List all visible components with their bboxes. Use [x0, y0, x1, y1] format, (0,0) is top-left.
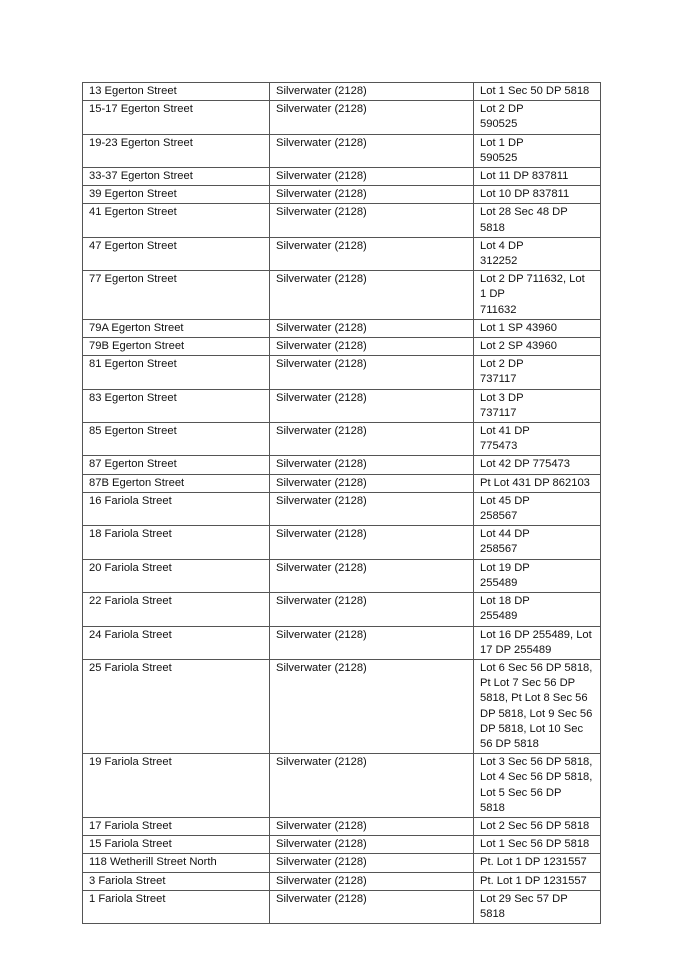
address-cell: 22 Fariola Street — [83, 593, 270, 626]
table-row — [83, 526, 601, 559]
suburb-cell: Silverwater (2128) — [270, 854, 474, 872]
address-cell: 13 Egerton Street — [83, 83, 270, 101]
address-cell: 41 Egerton Street — [83, 204, 270, 237]
lot-description-cell — [474, 754, 601, 818]
suburb-cell: Silverwater (2128) — [270, 204, 474, 237]
suburb-cell: Silverwater (2128) — [270, 101, 474, 134]
lot-description-text: Lot 4 DP 312252 — [480, 239, 524, 268]
suburb-cell: Silverwater (2128) — [270, 271, 474, 320]
lot-description-cell — [474, 237, 601, 270]
address-cell: 19-23 Egerton Street — [83, 134, 270, 167]
address-cell: 118 Wetherill Street North — [83, 854, 270, 872]
lot-description-cell — [474, 659, 601, 753]
lot-description-cell — [474, 389, 601, 422]
address-cell: 18 Fariola Street — [83, 526, 270, 559]
address-cell: 79B Egerton Street — [83, 338, 270, 356]
suburb-cell: Silverwater (2128) — [270, 559, 474, 592]
suburb-cell: Silverwater (2128) — [270, 817, 474, 835]
address-cell: 16 Fariola Street — [83, 492, 270, 525]
address-cell: 15 Fariola Street — [83, 836, 270, 854]
lot-description-cell — [474, 423, 601, 456]
table-row — [83, 338, 601, 356]
lot-description-text: Lot 1 DP 590525 — [480, 136, 524, 164]
suburb-cell: Silverwater (2128) — [270, 423, 474, 456]
lot-description-cell — [474, 890, 601, 923]
suburb-cell: Silverwater (2128) — [270, 389, 474, 422]
lot-description-text: Lot 19 DP 255489 — [480, 561, 530, 589]
table-row — [83, 890, 601, 923]
lot-description-cell — [474, 559, 601, 592]
lot-description-cell — [474, 854, 601, 872]
lot-description-text: Lot 11 DP 837811 — [480, 170, 569, 183]
address-cell: 81 Egerton Street — [83, 356, 270, 389]
table-row — [83, 836, 601, 854]
address-cell: 79A Egerton Street — [83, 319, 270, 337]
suburb-cell: Silverwater (2128) — [270, 890, 474, 923]
lot-description-text: Pt Lot 431 DP 862103 — [480, 476, 590, 489]
table-row — [83, 237, 601, 270]
lot-description-cell — [474, 872, 601, 890]
lot-description-cell — [474, 204, 601, 237]
lot-description-text: Lot 3 Sec 56 DP 5818, Lot 4 Sec 56 DP 5818, Lot 5 Sec 56 DP 5818 — [480, 756, 593, 814]
lot-description-text: Lot 18 DP 255489 — [480, 595, 530, 623]
lot-description-text: Lot 42 DP 775473 — [480, 458, 570, 471]
suburb-cell: Silverwater (2128) — [270, 134, 474, 167]
suburb-cell: Silverwater (2128) — [270, 626, 474, 659]
lot-description-text: Lot 10 DP 837811 — [480, 188, 570, 201]
suburb-cell: Silverwater (2128) — [270, 456, 474, 474]
lot-description-cell — [474, 271, 601, 320]
address-cell: 83 Egerton Street — [83, 389, 270, 422]
lot-description-cell — [474, 356, 601, 389]
address-cell: 15-17 Egerton Street — [83, 101, 270, 134]
address-cell: 47 Egerton Street — [83, 237, 270, 270]
lot-description-cell — [474, 186, 601, 204]
table-row — [83, 492, 601, 525]
suburb-cell: Silverwater (2128) — [270, 492, 474, 525]
lot-description-text: Lot 2 DP 590525 — [480, 103, 524, 131]
lot-description-text: Pt. Lot 1 DP 1231557 — [480, 856, 587, 869]
table-row — [83, 101, 601, 134]
table-row — [83, 389, 601, 422]
lot-description-cell — [474, 168, 601, 186]
lot-description-text: Lot 41 DP 775473 — [480, 425, 530, 453]
lot-description-text: Lot 2 DP 711632, Lot 1 DP 711632 — [480, 273, 585, 316]
table-row — [83, 204, 601, 237]
lot-description-text: Lot 45 DP 258567 — [480, 494, 530, 523]
table-row — [83, 872, 601, 890]
address-cell: 19 Fariola Street — [83, 754, 270, 818]
lot-description-text: Lot 1 Sec 50 DP 5818 — [480, 85, 590, 97]
table-row — [83, 319, 601, 337]
suburb-cell: Silverwater (2128) — [270, 593, 474, 626]
suburb-cell: Silverwater (2128) — [270, 872, 474, 890]
address-cell: 85 Egerton Street — [83, 423, 270, 456]
table-row — [83, 168, 601, 186]
suburb-cell: Silverwater (2128) — [270, 356, 474, 389]
address-cell: 87 Egerton Street — [83, 456, 270, 474]
table-row — [83, 83, 601, 101]
lot-description-text: Lot 2 Sec 56 DP 5818 — [480, 819, 590, 832]
lot-description-cell — [474, 526, 601, 559]
suburb-cell: Silverwater (2128) — [270, 319, 474, 337]
property-lot-table — [82, 82, 601, 924]
address-cell: 87B Egerton Street — [83, 474, 270, 492]
address-cell: 25 Fariola Street — [83, 659, 270, 753]
table-row — [83, 271, 601, 320]
lot-description-text: Lot 29 Sec 57 DP 5818 — [480, 892, 568, 920]
suburb-cell: Silverwater (2128) — [270, 474, 474, 492]
lot-description-text: Lot 28 Sec 48 DP 5818 — [480, 206, 568, 234]
table-row — [83, 817, 601, 835]
address-cell: 17 Fariola Street — [83, 817, 270, 835]
suburb-cell: Silverwater (2128) — [270, 659, 474, 753]
table-row — [83, 356, 601, 389]
address-cell: 1 Fariola Street — [83, 890, 270, 923]
lot-description-text: Lot 1 Sec 56 DP 5818 — [480, 838, 590, 851]
suburb-cell: Silverwater (2128) — [270, 186, 474, 204]
lot-description-cell — [474, 492, 601, 525]
table-row — [83, 423, 601, 456]
table-row — [83, 659, 601, 753]
lot-description-cell — [474, 101, 601, 134]
table-row — [83, 474, 601, 492]
table-row — [83, 186, 601, 204]
lot-description-cell — [474, 474, 601, 492]
table-row — [83, 134, 601, 167]
address-cell: 77 Egerton Street — [83, 271, 270, 320]
lot-description-cell — [474, 83, 601, 101]
table-body — [83, 83, 601, 924]
lot-description-text: Pt. Lot 1 DP 1231557 — [480, 874, 587, 887]
table-row — [83, 593, 601, 626]
suburb-cell: Silverwater (2128) — [270, 83, 474, 101]
lot-description-cell — [474, 319, 601, 337]
table-row — [83, 754, 601, 818]
suburb-cell: Silverwater (2128) — [270, 237, 474, 270]
table-row — [83, 854, 601, 872]
lot-description-text: Lot 6 Sec 56 DP 5818, Pt Lot 7 Sec 56 DP 5818, Pt Lot 8 Sec 56 DP 5818, Lot 9 Sec 56 DP 5818, Lot 10 Sec 56 DP 5818 — [480, 661, 593, 750]
lot-description-cell — [474, 626, 601, 659]
table-row — [83, 626, 601, 659]
address-cell: 33-37 Egerton Street — [83, 168, 270, 186]
lot-description-cell — [474, 134, 601, 167]
address-cell: 39 Egerton Street — [83, 186, 270, 204]
suburb-cell: Silverwater (2128) — [270, 338, 474, 356]
lot-description-text: Lot 44 DP 258567 — [480, 528, 530, 556]
lot-description-text: Lot 1 SP 43960 — [480, 321, 557, 334]
address-cell: 20 Fariola Street — [83, 559, 270, 592]
lot-description-text: Lot 2 SP 43960 — [480, 340, 557, 353]
suburb-cell: Silverwater (2128) — [270, 168, 474, 186]
address-cell: 24 Fariola Street — [83, 626, 270, 659]
lot-description-cell — [474, 456, 601, 474]
lot-description-cell — [474, 338, 601, 356]
table-row — [83, 456, 601, 474]
table-row — [83, 559, 601, 592]
suburb-cell: Silverwater (2128) — [270, 754, 474, 818]
lot-description-cell — [474, 593, 601, 626]
suburb-cell: Silverwater (2128) — [270, 526, 474, 559]
address-cell: 3 Fariola Street — [83, 872, 270, 890]
lot-description-cell — [474, 836, 601, 854]
lot-description-text: Lot 2 DP 737117 — [480, 358, 524, 386]
lot-description-cell — [474, 817, 601, 835]
suburb-cell: Silverwater (2128) — [270, 836, 474, 854]
lot-description-text: Lot 16 DP 255489, Lot 17 DP 255489 — [480, 628, 592, 656]
lot-description-text: Lot 3 DP 737117 — [480, 391, 524, 419]
